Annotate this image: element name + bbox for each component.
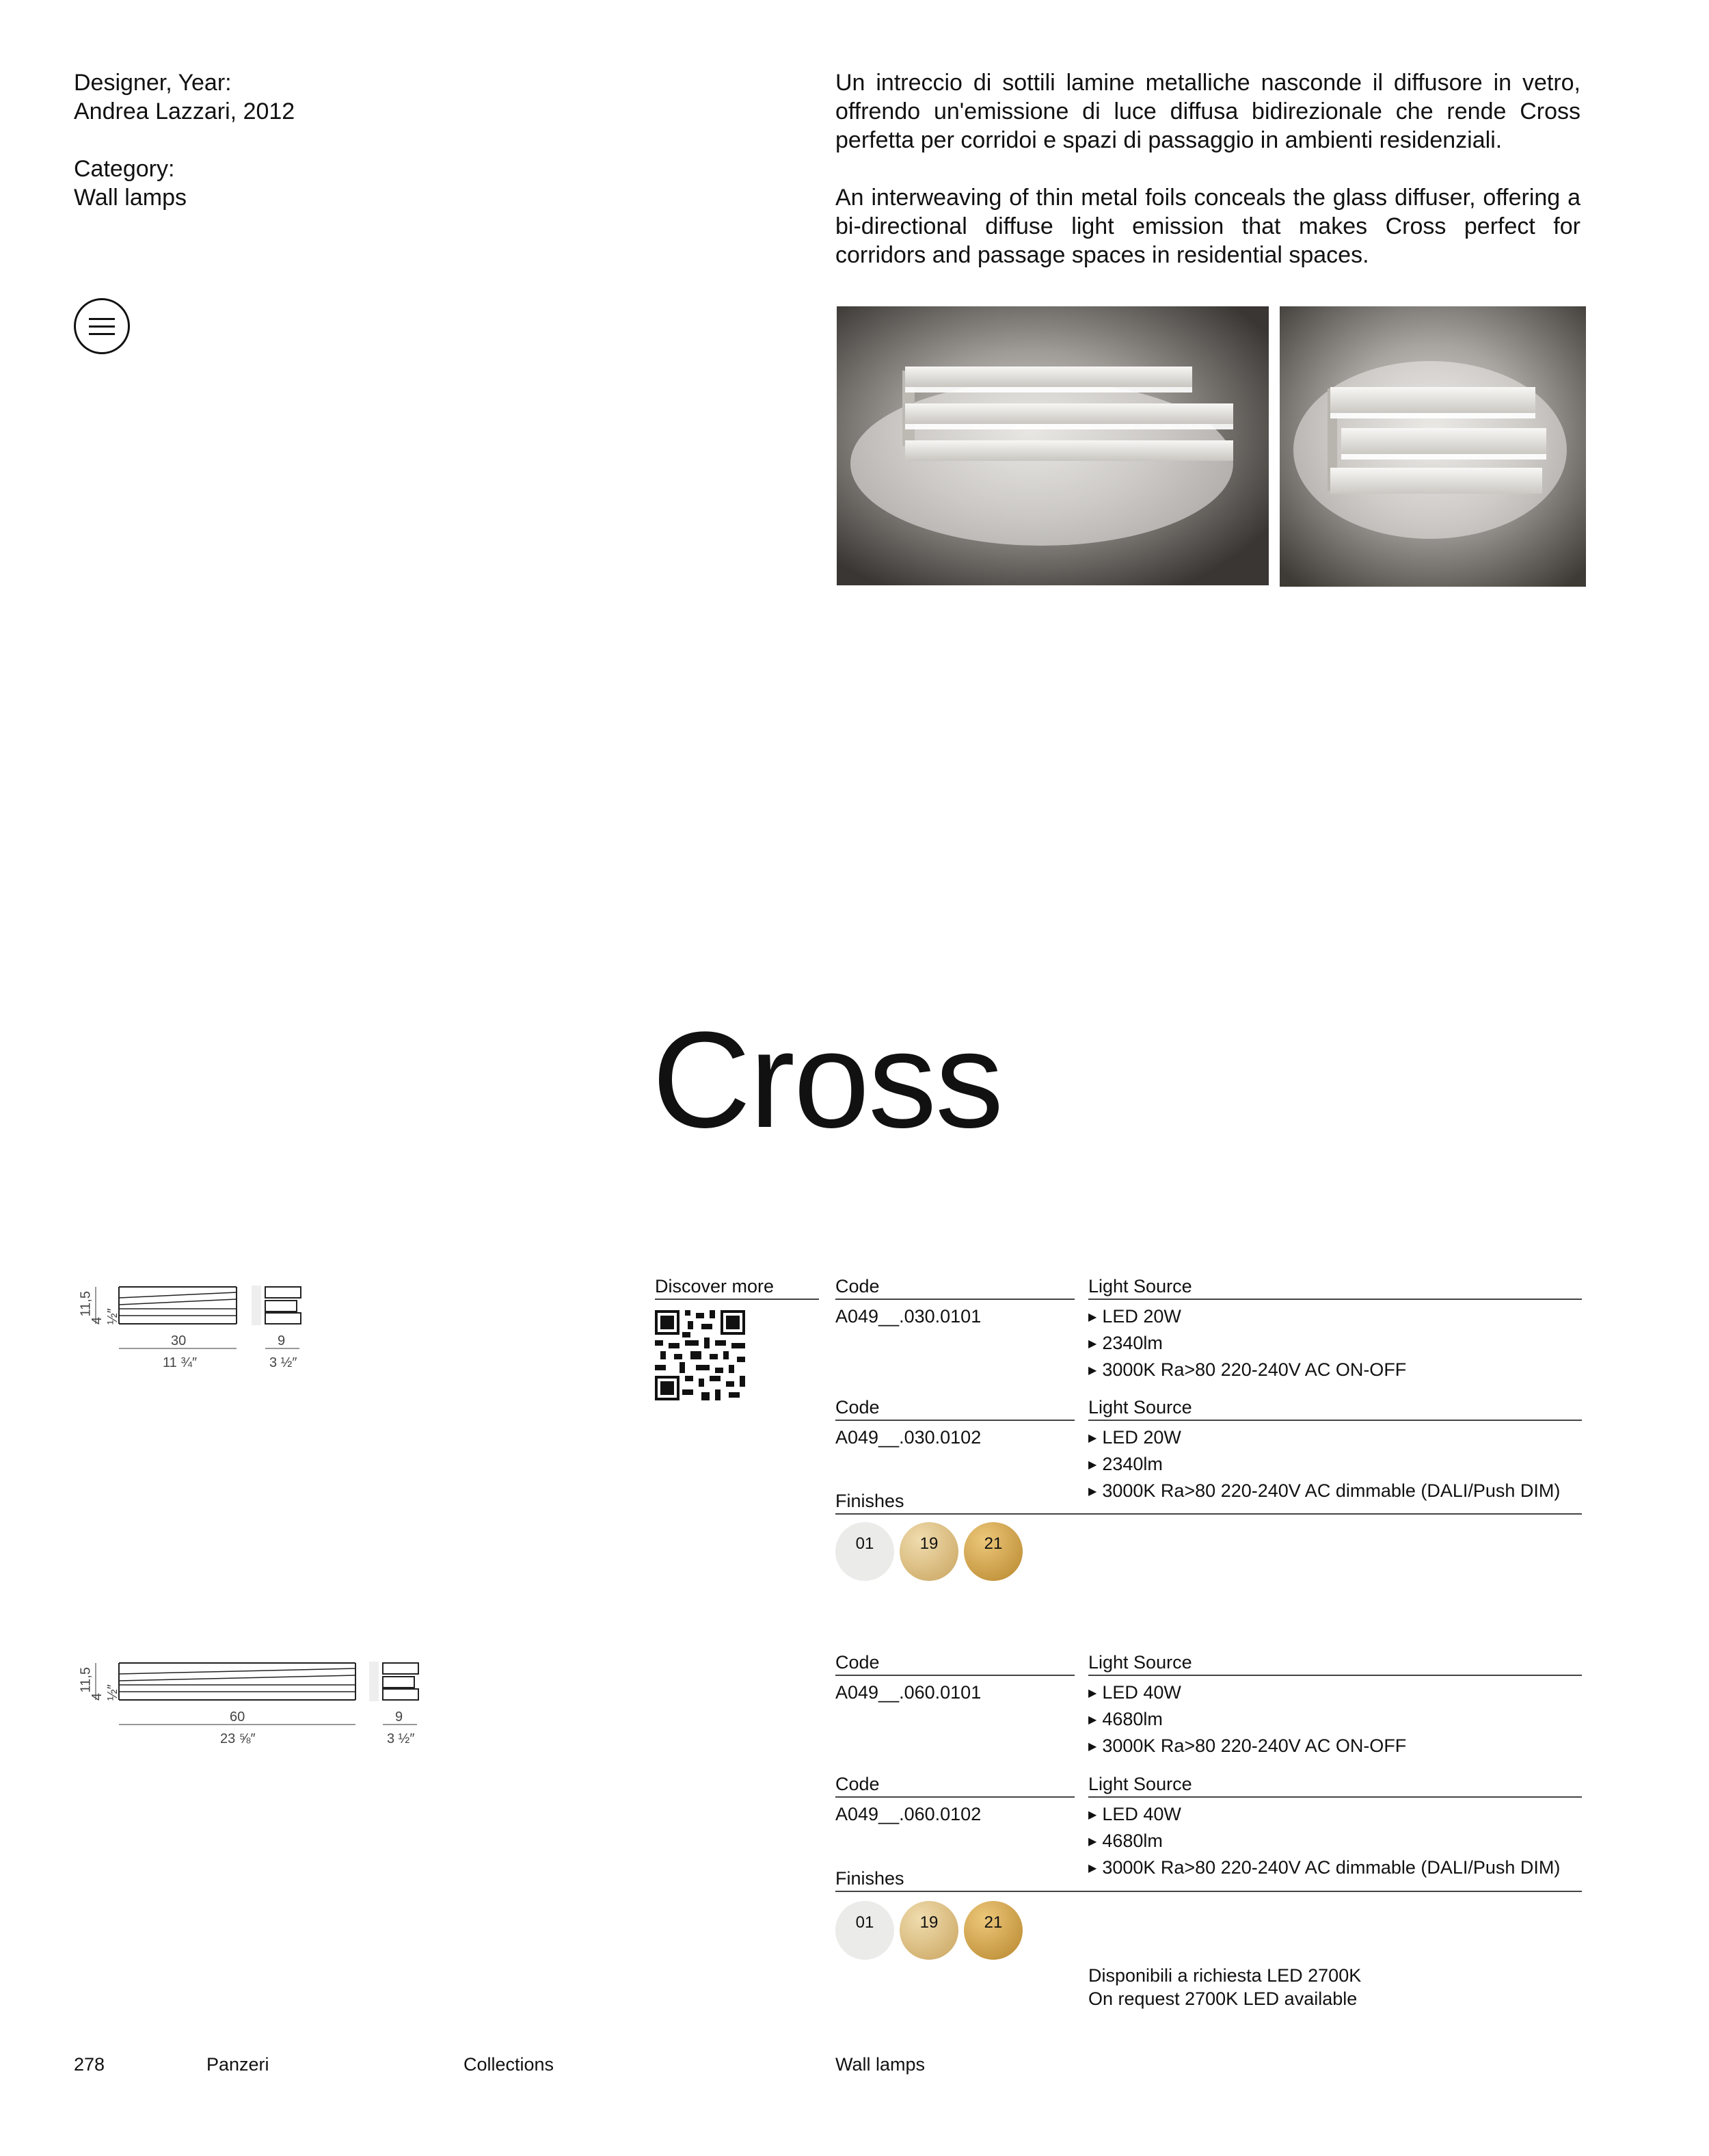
light-source-header: Light Source <box>1088 1774 1582 1798</box>
spec-item: ▶ 3000K Ra>80 220-240V AC dimmable (DALI/Push DIM) <box>1088 1480 1561 1501</box>
arrow-icon: ▶ <box>1088 1741 1097 1753</box>
spec-item: ▶ 4680lm <box>1088 1831 1163 1851</box>
spec-list <box>1088 1681 1406 1761</box>
depth-cm-label: 9 <box>278 1333 286 1348</box>
spec-item: ▶ LED 40W <box>1088 1682 1181 1703</box>
arrow-icon: ▶ <box>1088 1433 1097 1444</box>
light-source-header: Light Source <box>1088 1652 1582 1676</box>
depth-in-label: 3 ½″ <box>269 1355 297 1370</box>
width-cm-label: 60 <box>230 1709 245 1725</box>
availability-note-italian: Disponibili a richiesta LED 2700K <box>1088 1965 1362 1986</box>
finishes-header: Finishes <box>835 1491 1582 1515</box>
product-photo-short <box>1280 306 1586 587</box>
finish-swatches <box>835 1901 1023 1960</box>
width-in-label: 23 ⅝″ <box>220 1731 256 1746</box>
arrow-icon: ▶ <box>1088 1312 1097 1323</box>
spec-list <box>1088 1305 1406 1385</box>
code-header: Code <box>835 1276 1075 1300</box>
spec-item: ▶ LED 20W <box>1088 1427 1181 1448</box>
arrow-icon: ▶ <box>1088 1459 1097 1471</box>
dimension-drawing-large <box>71 1655 440 1757</box>
finish-swatch-19[interactable]: 19 <box>900 1522 958 1581</box>
product-code: A049__.060.0102 <box>835 1804 982 1824</box>
arrow-icon: ▶ <box>1088 1688 1097 1699</box>
footer-section: Collections <box>463 2054 554 2075</box>
availability-note <box>1088 1964 1361 2010</box>
arrow-icon: ▶ <box>1088 1863 1097 1874</box>
spec-item: ▶ 2340lm <box>1088 1454 1163 1474</box>
dimension-drawing-small <box>71 1279 358 1381</box>
code-header: Code <box>835 1652 1075 1676</box>
spec-item: ▶ LED 20W <box>1088 1306 1181 1327</box>
width-cm-label: 30 <box>171 1333 187 1348</box>
finish-swatch-01[interactable]: 01 <box>835 1901 894 1960</box>
finish-swatches <box>835 1522 1023 1581</box>
qr-code[interactable] <box>655 1310 745 1400</box>
category-label: Category: <box>74 156 175 182</box>
light-source-header: Light Source <box>1088 1276 1582 1300</box>
arrow-icon: ▶ <box>1088 1338 1097 1350</box>
spec-item: ▶ 3000K Ra>80 220-240V AC dimmable (DALI/Push DIM) <box>1088 1857 1561 1878</box>
availability-note-english: On request 2700K LED available <box>1088 1988 1358 2009</box>
menu-button[interactable] <box>74 298 130 354</box>
finish-swatch-01[interactable]: 01 <box>835 1522 894 1581</box>
product-meta <box>74 68 295 212</box>
category-value: Wall lamps <box>74 185 187 211</box>
product-title: Cross <box>651 1004 1003 1156</box>
product-code: A049__.060.0101 <box>835 1682 982 1703</box>
footer-brand: Panzeri <box>206 2054 269 2075</box>
finishes-header: Finishes <box>835 1868 1582 1892</box>
description-italian: Un intreccio di sottili lamine metalliche nasconde il diffusore in vetro, offrendo un'emissione di luce diffusa bidirezionale che rende Cross perfetta per corridoi e spazi di passaggio in ambienti residenziali. <box>835 70 1580 153</box>
finish-swatch-21[interactable]: 21 <box>964 1522 1023 1581</box>
depth-cm-label: 9 <box>395 1709 403 1725</box>
code-header: Code <box>835 1774 1075 1798</box>
depth-in-label: 3 ½″ <box>387 1731 415 1746</box>
arrow-icon: ▶ <box>1088 1809 1097 1821</box>
description-english: An interweaving of thin metal foils conceals the glass diffuser, offering a bi-directional diffuse light emission that makes Cross perfect for corridors and passage spaces in residential spaces. <box>835 185 1580 268</box>
designer-value: Andrea Lazzari, 2012 <box>74 98 295 124</box>
finish-swatch-21[interactable]: 21 <box>964 1901 1023 1960</box>
arrow-icon: ▶ <box>1088 1365 1097 1376</box>
product-photo-long <box>837 306 1269 585</box>
height-in-label: 4 ½″ <box>90 1684 120 1701</box>
height-cm-label: 11,5 <box>78 1667 94 1693</box>
code-header: Code <box>835 1397 1075 1421</box>
finish-swatch-19[interactable]: 19 <box>900 1901 958 1960</box>
height-cm-label: 11,5 <box>78 1291 94 1317</box>
product-code: A049__.030.0102 <box>835 1427 982 1448</box>
height-in-label: 4 ½″ <box>90 1308 120 1325</box>
designer-label: Designer, Year: <box>74 70 232 96</box>
spec-item: ▶ 4680lm <box>1088 1709 1163 1729</box>
product-code: A049__.030.0101 <box>835 1306 982 1327</box>
menu-icon <box>89 318 115 320</box>
page-number: 278 <box>74 2054 105 2075</box>
footer-category: Wall lamps <box>835 2054 926 2075</box>
spec-item: ▶ 2340lm <box>1088 1333 1163 1353</box>
spec-item: ▶ 3000K Ra>80 220-240V AC ON-OFF <box>1088 1735 1407 1756</box>
spec-item: ▶ LED 40W <box>1088 1804 1181 1824</box>
arrow-icon: ▶ <box>1088 1836 1097 1848</box>
arrow-icon: ▶ <box>1088 1714 1097 1726</box>
product-description <box>835 68 1580 298</box>
width-in-label: 11 ¾″ <box>163 1355 198 1370</box>
light-source-header: Light Source <box>1088 1397 1582 1421</box>
spec-item: ▶ 3000K Ra>80 220-240V AC ON-OFF <box>1088 1359 1407 1380</box>
discover-more-label[interactable]: Discover more <box>655 1276 819 1300</box>
arrow-icon: ▶ <box>1088 1486 1097 1498</box>
